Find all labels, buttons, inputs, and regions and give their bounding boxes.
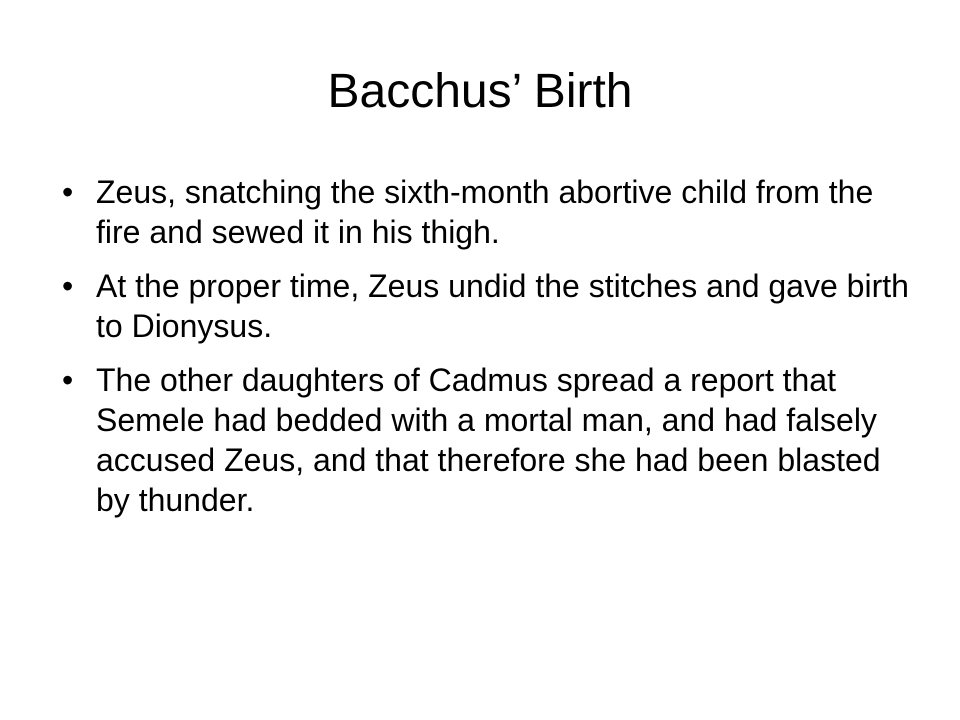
bullet-marker: • [62, 174, 74, 210]
bullet-item [62, 172, 912, 252]
bullet-text: The other daughters of Cadmus spread a report that Semele had bedded with a mortal man, and had falsely accused Zeus, and that therefore she had been blasted by thunder. [96, 362, 881, 518]
bullet-item [62, 360, 912, 520]
bullet-list [62, 172, 912, 534]
bullet-text: At the proper time, Zeus undid the stitches and gave birth to Dionysus. [96, 268, 909, 344]
bullet-item [62, 266, 912, 346]
bullet-marker: • [62, 268, 74, 304]
bullet-text: Zeus, snatching the sixth-month abortive child from the fire and sewed it in his thigh. [96, 174, 874, 250]
bullet-marker: • [62, 362, 74, 398]
slide-title: Bacchus’ Birth [327, 65, 633, 118]
